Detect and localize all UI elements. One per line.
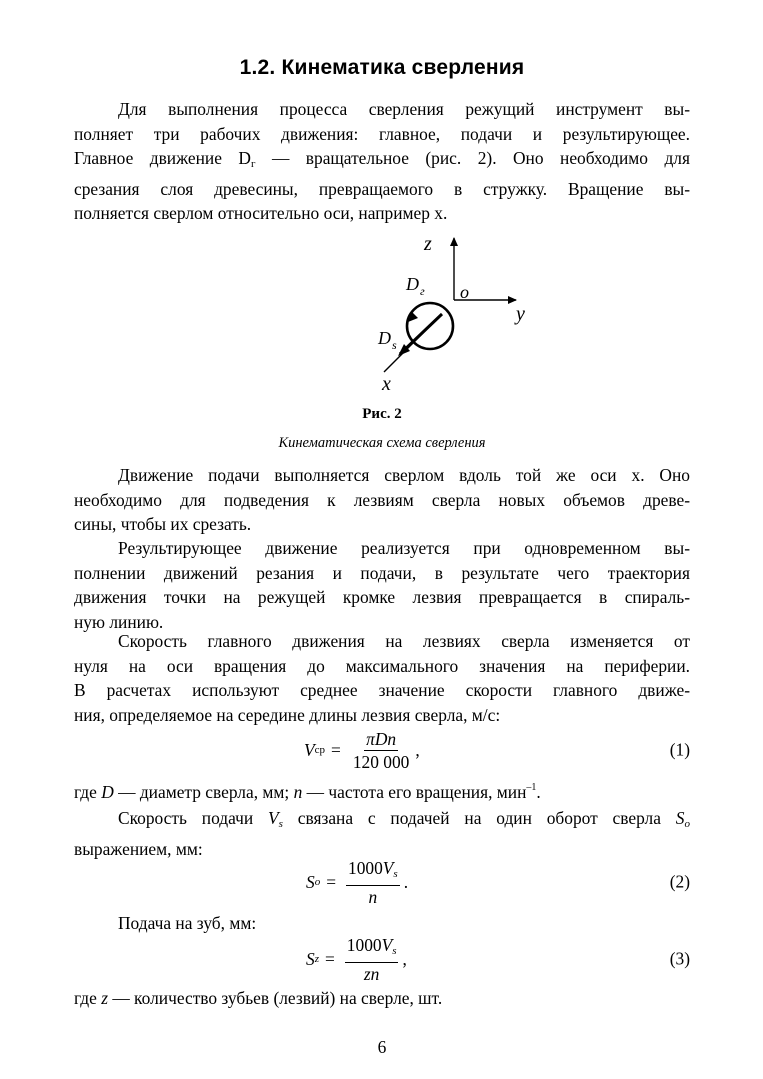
text-line: полняет три рабочих движения: главное, подачи и результирующее. (74, 123, 690, 144)
paragraph-where-3 (74, 986, 690, 1011)
formula-2-expression: S o = $\frac{1000V_s}{n}$ . (306, 857, 409, 907)
equation-number: (3) (669, 948, 690, 969)
text-line: ния, определяемое на середине длины лезвия сверла, м/с: (74, 704, 501, 725)
text-line: необходимо для подведения к лезвиям сверла новых объемов древе- (74, 489, 690, 510)
label-z: z (424, 233, 432, 255)
paragraph-tooth-feed (74, 911, 690, 936)
text-line: Скорость подачи $V_s$ связана с подачей на один оборот сверла $S_o$ (118, 808, 690, 830)
text-line: ную линию. (74, 611, 164, 632)
label-dg-sub: г (420, 284, 425, 298)
page-number: 6 (377, 1037, 387, 1057)
figure-title: Рис. 2 (362, 406, 402, 422)
formula-3 (74, 934, 690, 984)
text-line: полняется сверлом относительно оси, например x. (74, 203, 448, 223)
section-heading: 1.2. Кинематика сверления (239, 56, 525, 79)
text-line: Подача на зуб, мм: (118, 913, 257, 933)
text-line: где D — диаметр сверла, мм; n — частота его вращения, мин$^{-1}$. (74, 782, 541, 802)
formula-1-expression: V ср = $\frac{\text{πDn}}{120 000}$ , (304, 728, 420, 772)
formula-1 (74, 725, 690, 775)
text-line: Для выполнения процесса сверления режущий инструмент вы- (118, 99, 690, 119)
text-line: где z — количество зубьев (лезвий) на сверле, шт. (74, 988, 443, 1008)
text-line: срезания слоя древесины, превращаемого в стружку. Вращение вы- (74, 178, 690, 199)
paragraph-feed-speed (74, 806, 690, 861)
fraction: $\frac{1000V_s}{n}$ (348, 857, 398, 907)
text-line: полнении движений резания и подачи, в результате чего траектория (74, 562, 690, 583)
text-line: выражением, мм: (74, 838, 203, 859)
text-line: Скорость главного движения на лезвиях сверла изменяется от (118, 631, 690, 651)
figure-caption: Кинематическая схема сверления (278, 435, 486, 451)
label-ds: D (378, 328, 391, 348)
fraction: $\frac{1000V_s}{zn}$ (346, 934, 397, 984)
text-line: Результирующее движение реализуется при одновременном вы- (118, 538, 690, 558)
text-line: В расчетах используют среднее значение скорости главного движе- (74, 680, 690, 700)
fraction: $\frac{\text{πDn}}{120 000}$ (352, 728, 410, 772)
formula-3-expression: S z = $\frac{1000V_s}{zn}$ , (306, 934, 407, 984)
label-o: o (460, 282, 469, 302)
label-ds-sub: s (392, 338, 397, 352)
text-line: движения точки на режущей кромке лезвия превращается в спираль- (74, 587, 690, 607)
equation-number: (2) (669, 871, 690, 892)
kinematic-diagram-svg (294, 232, 534, 402)
text-line: Главное движение $D_г$ — вращательное (рис. 2). Оно необходимо для (74, 148, 690, 170)
label-y: y (516, 303, 525, 325)
label-x: x (382, 373, 391, 395)
equation-number: (1) (669, 739, 690, 760)
label-dg: D (406, 274, 419, 294)
formula-2 (74, 857, 690, 907)
paragraph-where-1 (74, 776, 690, 805)
paragraph-intro (74, 97, 690, 226)
paragraph-feed (74, 463, 690, 537)
text-line: нуля на оси вращения до максимального значения на периферии. (74, 655, 690, 676)
paragraph-result (74, 536, 690, 634)
text-line: Движение подачи выполняется сверлом вдоль той же оси x. Оно (118, 465, 690, 485)
text-line: сины, чтобы их срезать. (74, 514, 252, 534)
kinematic-diagram (294, 232, 534, 402)
paragraph-speed (74, 629, 690, 727)
